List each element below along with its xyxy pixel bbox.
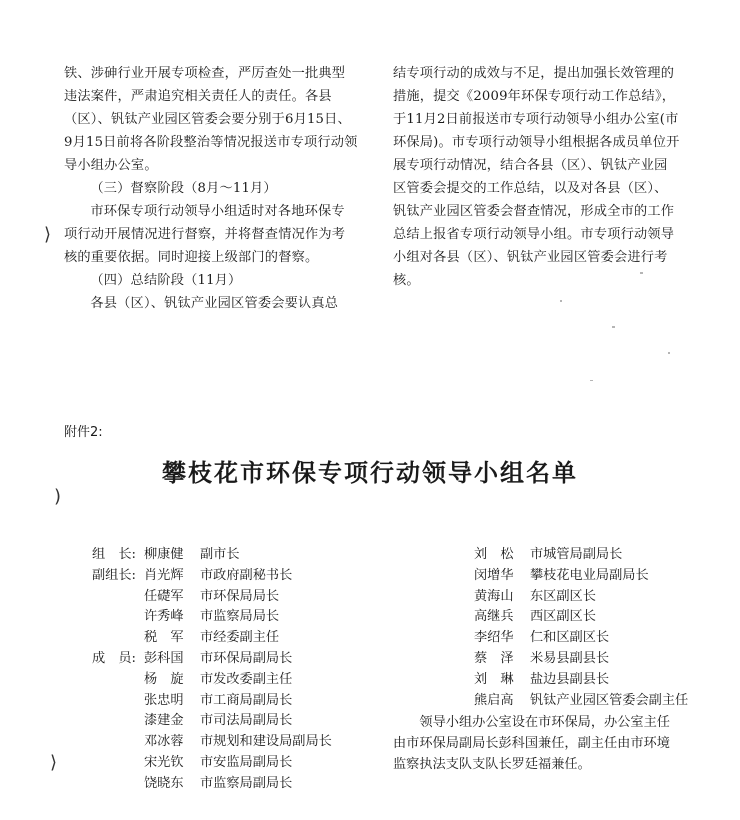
member-name: 黄海山 xyxy=(474,588,514,604)
paragraph-line: 项行动开展情况进行督察，并将督查情况作为考 xyxy=(64,227,346,242)
member-title: 东区副区长 xyxy=(530,588,596,604)
paragraph-line: 铁、涉砷行业开展专项检查，严厉查处一批典型 xyxy=(64,66,346,81)
paragraph-line: 总结上报省专项行动领导小组。市专项行动领导 xyxy=(393,227,675,242)
member-name: 宋光钦 xyxy=(144,754,184,770)
scan-speck xyxy=(560,300,562,302)
member-name: 彭科国 xyxy=(144,650,184,666)
roster-row xyxy=(92,774,392,795)
paragraph-line: 措施，提交《2009年环保专项行动工作总结》， xyxy=(393,89,676,104)
member-name: 杨 旋 xyxy=(144,671,184,687)
paragraph-line: 市环保专项行动领导小组适时对各地环保专 xyxy=(90,204,345,219)
member-title: 市规划和建设局副局长 xyxy=(200,734,332,750)
scan-mark: ⟩ xyxy=(44,224,52,245)
member-title: 市工商局副局长 xyxy=(200,692,293,708)
left-text-column xyxy=(64,62,374,315)
roster-right xyxy=(474,545,724,711)
roster-row xyxy=(92,732,392,753)
role-label xyxy=(92,691,144,712)
role-label xyxy=(92,607,144,628)
paragraph-line: （区）、钒钛产业园区管委会要分别于6月15日、 xyxy=(64,112,351,127)
member-title: 攀枝花电业局副局长 xyxy=(530,567,649,583)
role-label: 组 长: xyxy=(92,547,137,562)
paragraph-line: 环保局)。市专项行动领导小组根据各成员单位开 xyxy=(393,135,680,150)
paragraph-line: 领导小组办公室设在市环保局，办公室主任 xyxy=(419,715,670,730)
member-title: 西区副区长 xyxy=(530,609,596,625)
member-name: 柳康健 xyxy=(144,547,184,562)
role-label xyxy=(92,753,144,774)
roster-row xyxy=(474,670,724,691)
paragraph-line: 钒钛产业园区管委会督查情况，形成全市的工作 xyxy=(393,204,675,219)
paragraph-line: 由市环保局副局长彭科国兼任，副主任由市环境 xyxy=(393,736,670,751)
member-title: 仁和区副区长 xyxy=(530,630,610,646)
paragraph-line: 结专项行动的成效与不足，提出加强长效管理的 xyxy=(393,66,675,81)
roster-row xyxy=(474,628,724,649)
role-label xyxy=(92,587,144,608)
member-title: 市政府副秘书长 xyxy=(200,567,293,583)
roster-row xyxy=(92,670,392,691)
paragraph-line: 展专项行动情况，结合各县（区）、钒钛产业园 xyxy=(393,158,668,173)
scan-mark: ) xyxy=(54,486,62,507)
member-title: 钒钛产业园区管委会副主任 xyxy=(530,692,689,708)
roster-row xyxy=(92,628,392,649)
member-title: 市城管局副局长 xyxy=(530,547,623,562)
member-title: 市司法局副局长 xyxy=(200,713,293,729)
section-heading-inspection: （三）督察阶段（8月～11月） xyxy=(90,181,277,196)
roster-row xyxy=(474,587,724,608)
member-title: 市监察局副局长 xyxy=(200,775,293,791)
paragraph-line: 监察执法支队支队长罗廷福兼任。 xyxy=(393,757,591,772)
paragraph-line: 区管委会提交的工作总结，以及对各县（区）、 xyxy=(393,181,668,196)
roster-row xyxy=(92,587,392,608)
member-title: 市经委副主任 xyxy=(200,630,280,646)
member-name: 李绍华 xyxy=(474,630,514,646)
right-text-column xyxy=(393,62,703,292)
member-title: 市发改委副主任 xyxy=(200,671,293,687)
roster-row xyxy=(474,545,724,566)
member-name: 许秀峰 xyxy=(144,609,184,625)
office-note xyxy=(393,712,723,775)
member-name: 邓冰蓉 xyxy=(144,734,184,750)
paragraph-line: 9月15日前将各阶段整治等情况报送市专项行动领 xyxy=(64,135,358,150)
scan-mark: ⟩ xyxy=(50,752,58,773)
member-title: 副市长 xyxy=(200,547,240,562)
roster-row xyxy=(92,691,392,712)
member-name: 刘 琳 xyxy=(474,671,514,687)
member-title: 市安监局副局长 xyxy=(200,754,293,770)
member-title: 市监察局局长 xyxy=(200,609,280,625)
member-name: 刘 松 xyxy=(474,547,514,562)
member-title: 盐边县副县长 xyxy=(530,671,610,687)
roster-row xyxy=(92,545,392,566)
role-label: 副组长: xyxy=(92,567,137,583)
member-title: 市环保局副局长 xyxy=(200,650,293,666)
role-label: 成 员: xyxy=(92,650,137,666)
role-label xyxy=(92,628,144,649)
member-name: 税 军 xyxy=(144,630,184,646)
member-name: 蔡 泽 xyxy=(474,650,514,666)
roster-left xyxy=(92,545,392,795)
paragraph-line: 导小组办公室。 xyxy=(64,158,158,173)
paragraph-line: 于11月2日前报送市专项行动领导小组办公室(市 xyxy=(393,112,679,127)
roster-row xyxy=(474,649,724,670)
paragraph-line: 各县（区）、钒钛产业园区管委会要认真总 xyxy=(90,296,339,311)
role-label xyxy=(92,711,144,732)
role-label xyxy=(92,732,144,753)
roster-row xyxy=(474,607,724,628)
roster-row xyxy=(92,607,392,628)
roster-row xyxy=(474,691,724,712)
scan-speck xyxy=(590,380,593,381)
member-title: 市环保局局长 xyxy=(200,588,280,604)
scan-speck xyxy=(668,352,670,354)
roster-row xyxy=(92,566,392,587)
scan-speck xyxy=(640,272,643,274)
list-title: 攀枝花市环保专项行动领导小组名单 xyxy=(162,459,578,487)
member-name: 高继兵 xyxy=(474,609,514,625)
roster-row xyxy=(92,649,392,670)
member-name: 张忠明 xyxy=(144,692,184,708)
member-name: 饶晓东 xyxy=(144,775,184,791)
role-label xyxy=(92,670,144,691)
attachment-label: 附件2: xyxy=(64,425,103,440)
member-name: 熊启高 xyxy=(474,692,514,708)
section-heading-summary: （四）总结阶段（11月） xyxy=(90,273,242,288)
member-name: 漆建金 xyxy=(144,713,184,729)
member-name: 任礎军 xyxy=(144,588,184,604)
roster-row xyxy=(92,711,392,732)
paragraph-line: 违法案件，严肃追究相关责任人的责任。各县 xyxy=(64,89,332,104)
member-name: 肖光辉 xyxy=(144,567,184,583)
roster-row xyxy=(474,566,724,587)
scan-speck xyxy=(612,326,615,328)
paragraph-line: 核。 xyxy=(393,273,420,288)
roster-row xyxy=(92,753,392,774)
member-title: 米易县副县长 xyxy=(530,650,610,666)
paragraph-line: 小组对各县（区）、钒钛产业园区管委会进行考 xyxy=(393,250,668,265)
role-label xyxy=(92,774,144,795)
paragraph-line: 核的重要依据。同时迎接上级部门的督察。 xyxy=(64,250,319,265)
member-name: 闵增华 xyxy=(474,567,514,583)
